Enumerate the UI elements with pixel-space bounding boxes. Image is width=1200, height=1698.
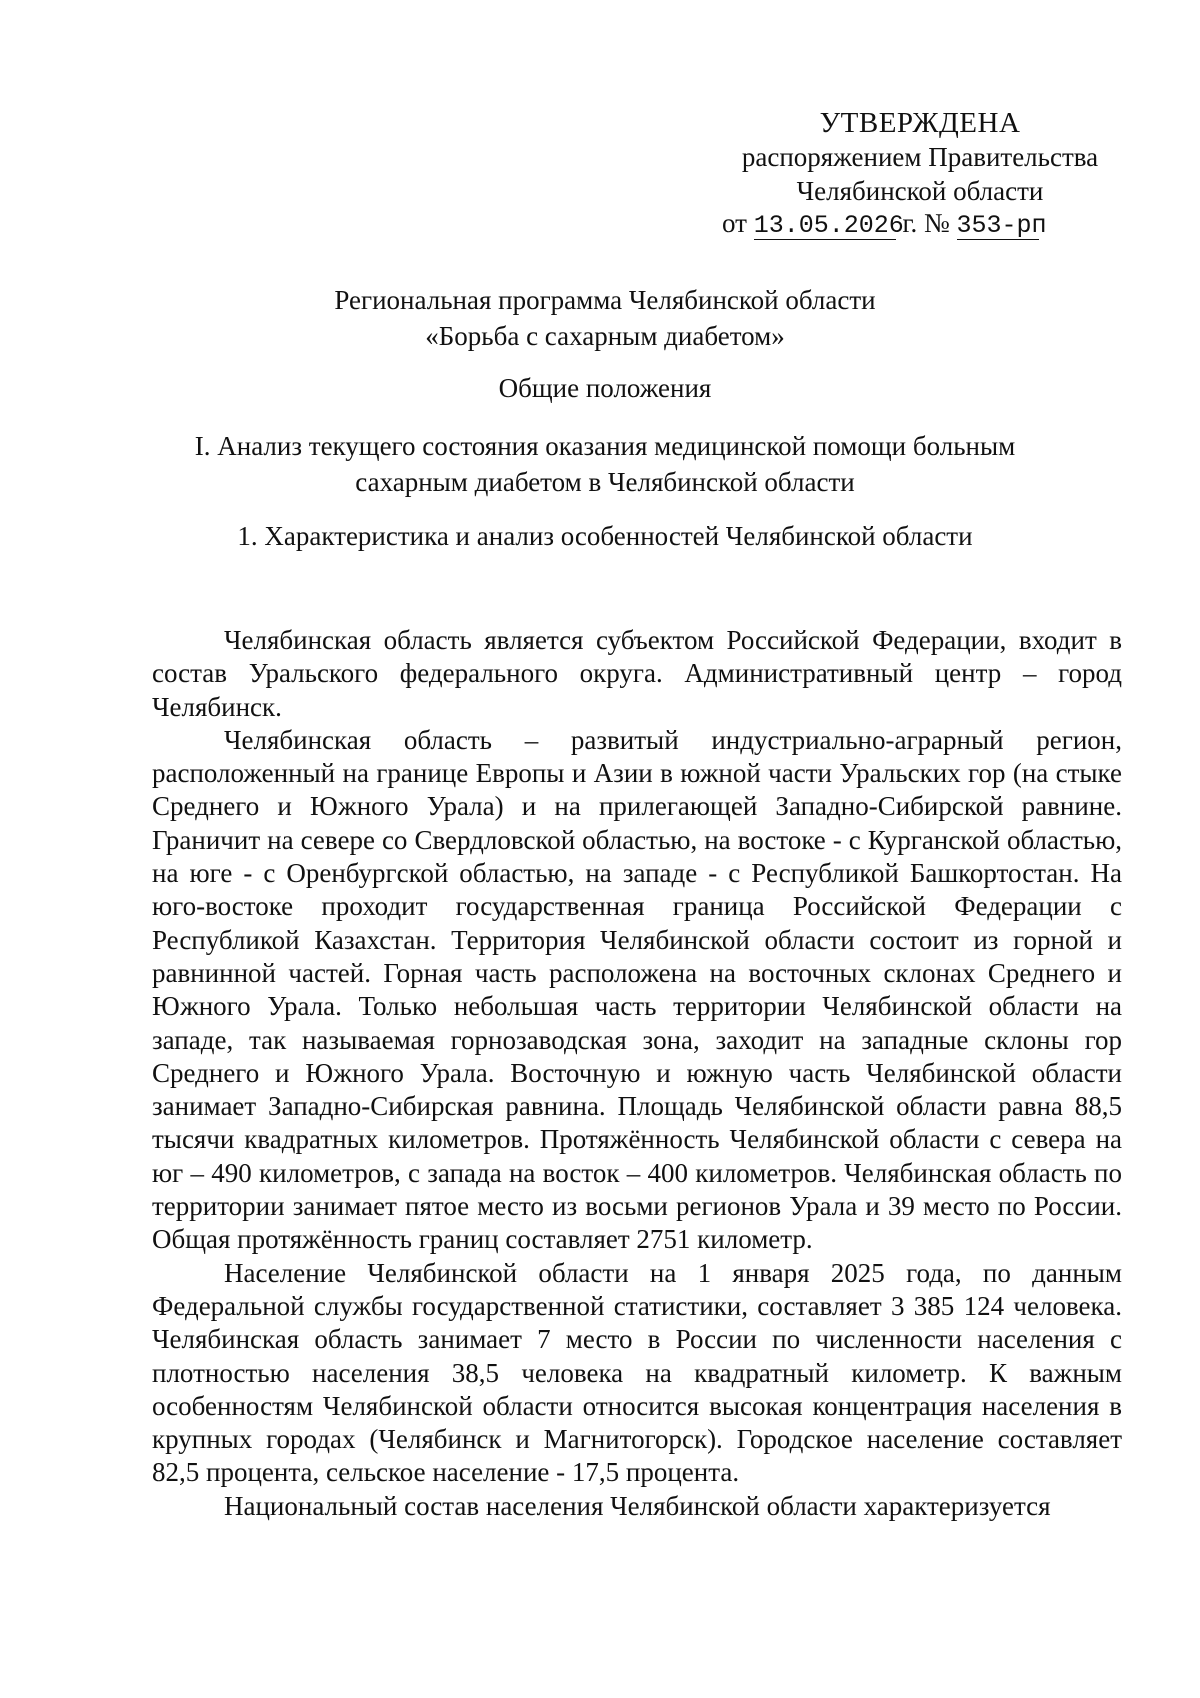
paragraph: Челябинская область – развитый индустриально-аграрный регион, расположенный на границе Европы и Азии в южной части Уральских гор (на стыке Среднего и Южного Урала) и на прилегающей Западно-Сибирской равнине. Граничит на севере со Свердловской областью, на востоке - с Курганской областью, на юге - с Оренбургской областью, на западе - с Республикой Башкортостан. На юго-востоке проходит государственная граница Российской Федерации с Республикой Казахстан. Территория Челябинской области состоит из горной и равнинной частей. Горная часть расположена на восточных склонах Среднего и Южного Урала. Только небольшая часть территории Челябинской области на западе, так называемая горнозаводская зона, заходит на западные склоны гор Среднего и Южного Урала. Восточную и южную часть Челябинской области занимает Западно-Сибирская равнина. Площадь Челябинской области равна 88,5 тысячи квадратных километров. Протяжённость Челябинской области с севера на юг – 490 километров, с запада на восток – 400 километров. Челябинская область по территории занимает пятое место из восьми регионов Урала и 39 место по России. Общая протяжённость границ составляет 2751 километр. [152,724,1122,1255]
approval-line-2: Челябинской области [796,176,1044,206]
approval-number: 353-рп [956,211,1047,240]
program-title-line-2: «Борьба с сахарным диабетом» [425,321,785,351]
approval-date: 13.05.2026 [753,211,904,240]
subsection-heading: 1. Характеристика и анализ особенностей Челябинской области [237,521,973,551]
program-title-line-1: Региональная программа Челябинской области [334,285,876,315]
approval-date-line [722,206,1122,240]
general-heading: Общие положения [498,373,712,403]
section-heading [120,428,1090,500]
paragraph: Национальный состав населения Челябинской области характеризуется [224,1490,1051,1521]
section-heading-line-1: I. Анализ текущего состояния оказания медицинской помощи больным [194,431,1016,461]
paragraph: Население Челябинской области на 1 января 2025 года, по данным Федеральной службы государственной статистики, составляет 3 385 124 человека. Челябинская область занимает 7 место в России по численности населения с плотностью населения 38,5 человека на квадратный километр. К важным особенностям Челябинской области относится высокая концентрация населения в крупных городах (Челябинск и Магнитогорск). Городское население составляет 82,5 процента, сельское население - 17,5 процента. [152,1257,1122,1488]
from-label: от [722,208,747,238]
body-text [152,624,1122,1523]
year-number-label: г. № [902,208,950,238]
section-heading-line-2: сахарным диабетом в Челябинской области [355,467,855,497]
approval-stamp [720,106,1120,208]
approval-line-1: распоряжением Правительства [741,142,1099,172]
approval-heading: УТВЕРЖДЕНА [819,107,1021,139]
paragraph: Челябинская область является субъектом Российской Федерации, входит в состав Уральского федерального округа. Административный центр – город Челябинск. [152,625,1122,722]
program-title [120,282,1090,354]
